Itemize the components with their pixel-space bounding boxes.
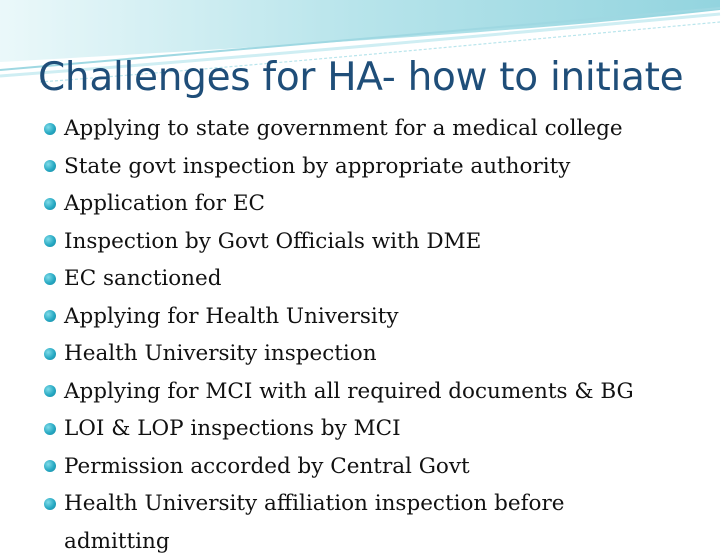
bullet-list xyxy=(0,110,720,560)
list-item xyxy=(0,410,720,448)
bullet-text: Permission accorded by Central Govt xyxy=(64,454,470,479)
list-item-continuation xyxy=(0,523,720,560)
bullet-icon xyxy=(44,348,56,360)
slide-title: Challenges for HA- how to initiate xyxy=(38,58,728,97)
bullet-text: State govt inspection by appropriate authority xyxy=(64,154,570,179)
bullet-icon xyxy=(44,460,56,472)
bullet-text: Application for EC xyxy=(64,191,265,216)
list-item xyxy=(0,185,720,223)
list-item xyxy=(0,373,720,411)
bullet-text: Health University affiliation inspection before xyxy=(64,491,565,516)
bullet-icon xyxy=(44,273,56,285)
bullet-icon xyxy=(44,498,56,510)
bullet-text: Health University inspection xyxy=(64,341,377,366)
list-item xyxy=(0,485,720,523)
bullet-text: LOI & LOP inspections by MCI xyxy=(64,416,401,441)
list-item xyxy=(0,223,720,261)
bullet-icon xyxy=(44,310,56,322)
bullet-text: Applying to state government for a medical college xyxy=(64,116,623,141)
bullet-text: EC sanctioned xyxy=(64,266,222,291)
list-item xyxy=(0,260,720,298)
list-item xyxy=(0,148,720,186)
list-item xyxy=(0,448,720,486)
bullet-icon xyxy=(44,235,56,247)
bullet-icon xyxy=(44,198,56,210)
bullet-text: Applying for MCI with all required documents & BG xyxy=(64,379,634,404)
list-item xyxy=(0,335,720,373)
bullet-icon xyxy=(44,123,56,135)
bullet-icon xyxy=(44,385,56,397)
list-item xyxy=(0,110,720,148)
list-item xyxy=(0,298,720,336)
bullet-text: admitting xyxy=(64,529,170,554)
bullet-icon xyxy=(44,423,56,435)
bullet-text: Inspection by Govt Officials with DME xyxy=(64,229,481,254)
bullet-text: Applying for Health University xyxy=(64,304,399,329)
bullet-icon xyxy=(44,160,56,172)
